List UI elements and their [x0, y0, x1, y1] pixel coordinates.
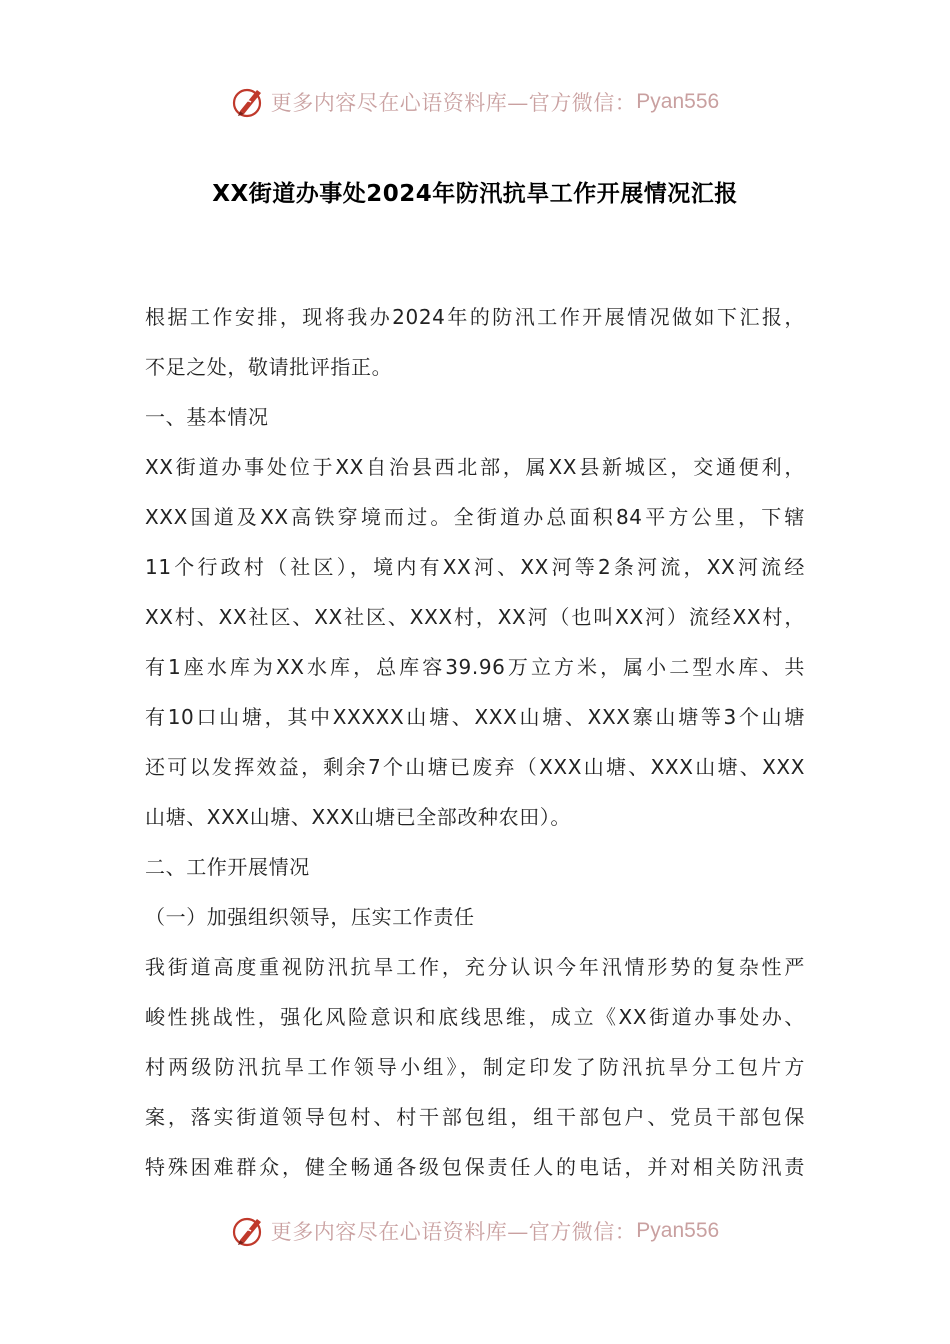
watermark-text: 更多内容尽在心语资料库—官方微信： — [270, 1220, 637, 1244]
pen-logo-icon — [231, 84, 267, 120]
body-line: XX街道办事处位于XX自治县西北部，属XX县新城区，交通便利， — [145, 455, 805, 479]
body-line: 特殊困难群众，健全畅通各级包保责任人的电话，并对相关防汛责 — [145, 1155, 805, 1179]
pen-logo-icon — [231, 1213, 267, 1249]
body-line: 峻性挑战性，强化风险意识和底线思维，成立《XX街道办事处办、 — [145, 1005, 805, 1029]
section-heading: 二、工作开展情况 — [145, 855, 310, 879]
header-watermark — [0, 82, 950, 122]
body-line: XX村、XX社区、XX社区、XXX村，XX河（也叫XX河）流经XX村， — [145, 605, 805, 629]
body-line: 有1座水库为XX水库，总库容39.96万立方米，属小二型水库、共 — [145, 655, 805, 679]
watermark-wechat-id: Pyan556 — [636, 1219, 720, 1242]
subsection-heading: （一）加强组织领导，压实工作责任 — [145, 905, 475, 929]
body-line: XXX国道及XX高铁穿境而过。全街道办总面积84平方公里，下辖 — [145, 505, 805, 529]
body-line: 山塘、XXX山塘、XXX山塘已全部改种农田）。 — [145, 805, 572, 829]
body-line: 我街道高度重视防汛抗旱工作，充分认识今年汛情形势的复杂性严 — [145, 955, 805, 979]
body-line: 不足之处，敬请批评指正。 — [145, 355, 393, 379]
body-line: 案，落实街道领导包村、村干部包组，组干部包户、党员干部包保 — [145, 1105, 805, 1129]
body-line: 有10口山塘，其中XXXXX山塘、XXX山塘、XXX寨山塘等3个山塘 — [145, 705, 805, 729]
body-line: 还可以发挥效益，剩余7个山塘已废弃（XXX山塘、XXX山塘、XXX — [145, 755, 805, 779]
document-title: XX街道办事处2024年防汛抗旱工作开展情况汇报 — [212, 181, 738, 207]
footer-watermark — [0, 1211, 950, 1251]
watermark-wechat-id: Pyan556 — [636, 90, 720, 113]
body-line: 11个行政村（社区），境内有XX河、XX河等2条河流，XX河流经 — [145, 555, 805, 579]
watermark-text: 更多内容尽在心语资料库—官方微信： — [270, 91, 637, 115]
section-heading: 一、基本情况 — [145, 405, 269, 429]
body-line: 村两级防汛抗旱工作领导小组》，制定印发了防汛抗旱分工包片方 — [145, 1055, 805, 1079]
document-body — [145, 292, 805, 1192]
body-line: 根据工作安排，现将我办2024年的防汛工作开展情况做如下汇报， — [145, 305, 805, 329]
